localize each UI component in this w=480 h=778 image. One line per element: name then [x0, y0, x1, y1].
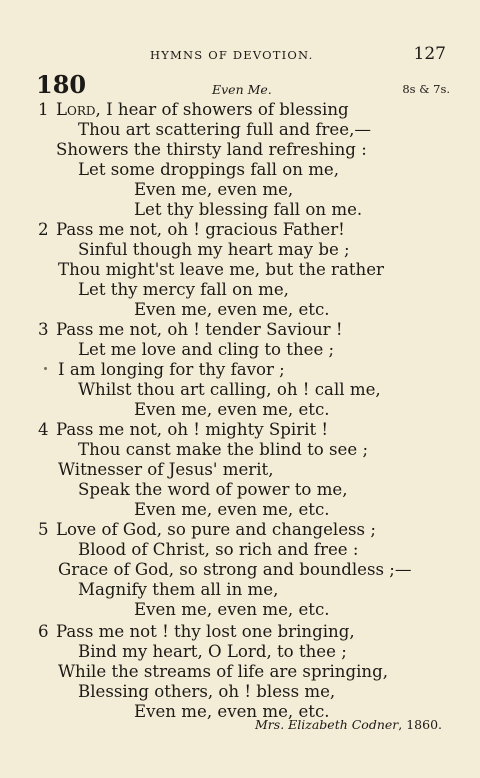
verse-line: Let some droppings fall on me,: [78, 160, 340, 179]
verse-line: Speak the word of power to me,: [78, 480, 348, 499]
verse-line: Even me, even me, etc.: [134, 600, 330, 619]
verse-line: Even me, even me, etc.: [134, 400, 330, 419]
margin-mark: [44, 367, 47, 370]
verse-number: 2: [38, 220, 49, 239]
verse-number: 4: [38, 420, 49, 439]
verse-line: Pass me not, oh ! tender Saviour !: [56, 320, 343, 339]
verse-line: I am longing for thy favor ;: [58, 360, 285, 379]
verse-line: Even me, even me, etc.: [134, 702, 330, 721]
verse-line: Even me, even me,: [134, 180, 294, 199]
verse-lead-caps: Lord,: [56, 100, 101, 119]
verse-line: Love of God, so pure and changeless ;: [56, 520, 376, 539]
verse-line: Thou canst make the blind to see ;: [78, 440, 369, 459]
verse-line: Pass me not, oh ! mighty Spirit !: [56, 420, 329, 439]
verse-line: Let me love and cling to thee ;: [78, 340, 335, 359]
verse-line: Even me, even me, etc.: [134, 500, 330, 519]
verse-line-text: I hear of showers of blessing: [100, 100, 349, 119]
verse-line: Thou art scattering full and free,—: [78, 120, 371, 139]
running-head: [0, 44, 480, 68]
verse-line: Showers the thirsty land refreshing :: [56, 140, 367, 159]
verse-line: Bind my heart, O Lord, to thee ;: [78, 642, 347, 661]
verse-line: Pass me not, oh ! gracious Father!: [56, 220, 345, 239]
verse-line: Let thy blessing fall on me.: [134, 200, 363, 219]
verse-line: Blessing others, oh ! bless me,: [78, 682, 336, 701]
author-name: Mrs. Elizabeth Codner: [255, 717, 399, 732]
hymn-header: [0, 70, 480, 100]
verse-line: Sinful though my heart may be ;: [78, 240, 350, 259]
verse-line: Pass me not ! thy lost one bringing,: [56, 622, 355, 641]
page-number: 127: [413, 44, 446, 64]
author-year: , 1860.: [398, 717, 442, 732]
attribution: [255, 717, 442, 732]
verse-number: 3: [38, 320, 49, 339]
verse-line: Magnify them all in me,: [78, 580, 279, 599]
verse-line: Thou might'st leave me, but the rather: [58, 260, 384, 279]
hymn-meter: 8s & 7s.: [402, 82, 450, 96]
verse-line: [56, 100, 349, 120]
verse-line: Grace of God, so strong and boundless ;—: [58, 560, 412, 579]
verse-number: 5: [38, 520, 49, 539]
hymn-number: 180: [36, 70, 87, 99]
verse-number: 6: [38, 622, 49, 641]
verse-line: While the streams of life are springing,: [58, 662, 389, 681]
verse-line: Witnesser of Jesus' merit,: [58, 460, 274, 479]
verse-line: Let thy mercy fall on me,: [78, 280, 289, 299]
verse-line: Whilst thou art calling, oh ! call me,: [78, 380, 381, 399]
verse-number: 1: [38, 100, 49, 119]
verse-line: Even me, even me, etc.: [134, 300, 330, 319]
hymn-title: Even Me.: [212, 82, 272, 97]
running-title: HYMNS OF DEVOTION.: [150, 48, 314, 62]
verse-line: Blood of Christ, so rich and free :: [78, 540, 359, 559]
